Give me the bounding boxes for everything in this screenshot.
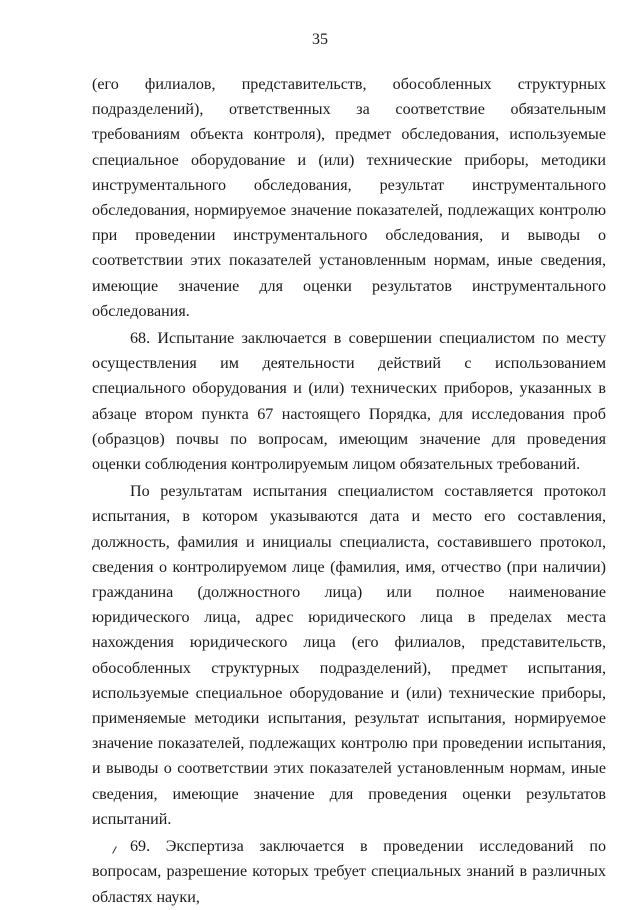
paragraph-69: 69. Экспертиза заключается в проведении исследований по вопросам, разрешение которых требует специальных знаний в различных областях науки, — [92, 838, 606, 906]
paragraph-68: 68. Испытание заключается в совершении специалистом по месту осуществления им деятельности действий с использованием специального оборудования и (или) технических приборов, указанных в абзаце втором пункта 67 настоящего Порядка, для исследования проб (образцов) почвы по вопросам, имеющим значение для проведения оценки соблюдения контролируемым лицом обязательных требований. — [92, 330, 606, 474]
paragraph-protocol: По результатам испытания специалистом составляется протокол испытания, в котором указываются дата и место его составления, должность, фамилия и инициалы специалиста, составившего протокол, сведения о контролируемом лице (фамилия, имя, отчество (при наличии) гражданина (должностного лица) или полное наименование юридического лица, адрес юридического лица в пределах места нахождения юридического лица (его филиалов, представительств, обособленных структурных подразделений), предмет испытания, используемые специальное оборудование и (или) технические приборы, применяемые методики испытания, результат испытания, нормируемое значение показателей, подлежащих контролю при проведении испытания, и выводы о соответствии этих показателей установленным нормам, иные сведения, имеющие значение для проведения оценки результатов испытаний. — [92, 483, 606, 828]
paragraph-continuation: (его филиалов, представительств, обособленных структурных подразделений), ответственных за соответствие обязательным требованиям объекта контроля), предмет обследования, используемые специальное оборудование и (или) технические приборы, методики инструментального обследования, результат инструментального обследования, нормируемое значение показателей, подлежащих контролю при проведении инструментального обследования, и выводы о соответствии этих показателей установленным нормам, иные сведения, имеющие значение для оценки результатов инструментального обследования. — [92, 76, 606, 320]
page-number: 35 — [312, 31, 328, 48]
document-body — [92, 72, 606, 910]
